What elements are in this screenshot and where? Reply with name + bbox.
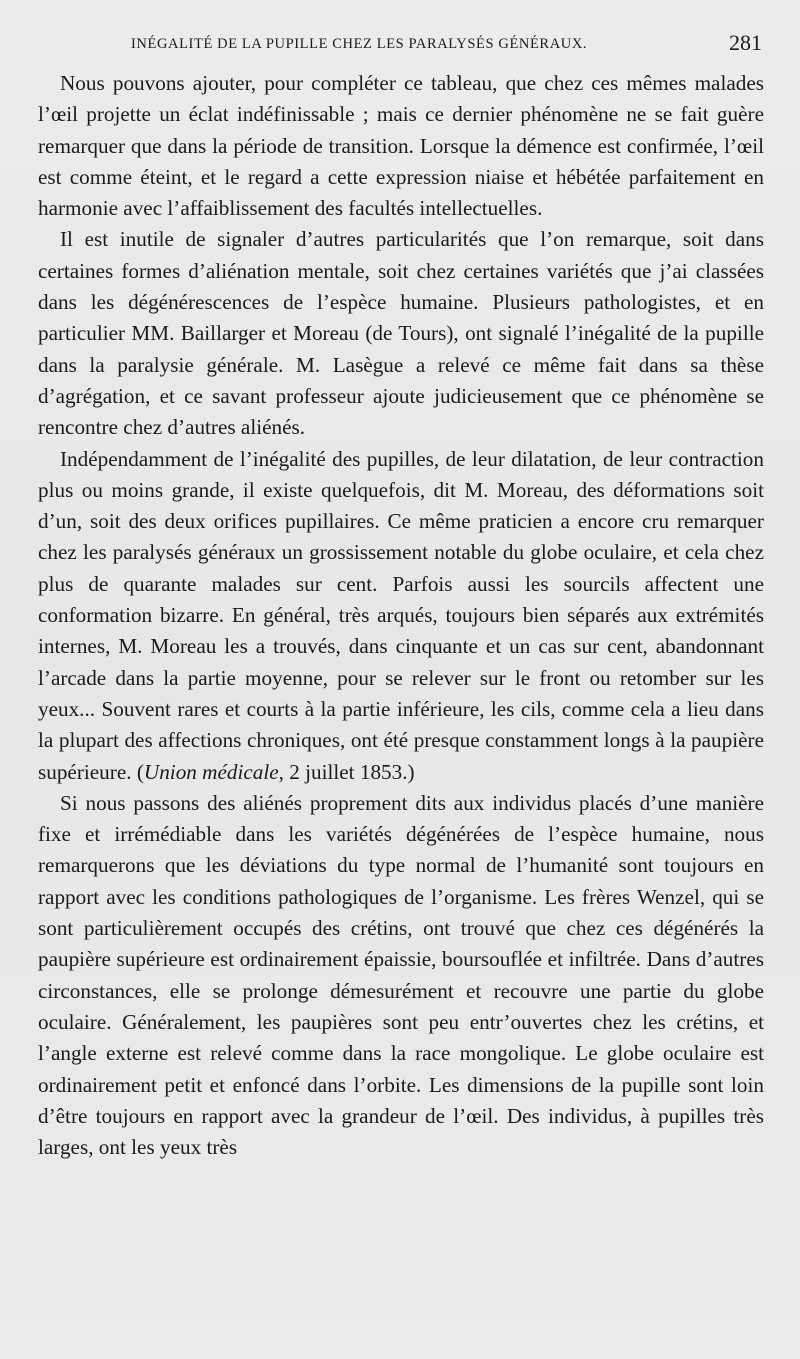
page-number: 281 [729,30,762,55]
paragraph-1 [38,68,764,224]
running-head [38,30,764,60]
citation [137,760,415,784]
paragraph-2-text: Il est inutile de signaler d’autres particularités que l’on remarque, soit dans certaines formes d’aliénation mentale, soit chez certaines variétés que j’ai classées dans les dégénérescences de l’espèce humaine. Plusieurs pathologistes, et en particulier MM. Baillarger et Moreau (de Tours), ont signalé l’inégalité de la pupille dans la paralysie générale. M. Lasègue a relevé ce même fait dans sa thèse d’agrégation, et ce savant professeur ajoute judicieusement que ce phénomène se rencontre chez d’autres aliénés. [38,227,764,440]
citation-open: ( [136,759,144,784]
paragraph-4 [38,788,764,1164]
citation-date: , 2 juillet 1853.) [278,759,415,784]
paragraph-2 [38,224,764,443]
body-text [38,68,764,1163]
citation-journal: Union médicale [143,759,279,784]
paragraph-1-text: Nous pouvons ajouter, pour compléter ce tableau, que chez ces mêmes malades l’œil projette un éclat indéfinissable ; mais ce dernier phénomène ne se fait guère remarquer que dans la période de transition. Lorsque la démence est confirmée, l’œil est comme éteint, et le regard a cette expression niaise et hébétée parfaitement en harmonie avec l’affaiblissement des facultés intellectuelles. [38,71,764,221]
paragraph-3 [38,444,764,788]
running-title: INÉGALITÉ DE LA PUPILLE CHEZ LES PARALYSÉS GÉNÉRAUX. [131,36,588,52]
paragraph-3-text: Indépendamment de l’inégalité des pupilles, de leur dilatation, de leur contraction plus ou moins grande, il existe quelquefois, dit M. Moreau, des déformations soit d’un, soit des deux orifices pupillaires. Ce même praticien a encore cru remarquer chez les paralysés généraux un grossissement notable du globe oculaire, et cela chez plus de quarante malades sur cent. Parfois aussi les sourcils affectent une conformation bizarre. En général, très arqués, toujours bien séparés aux extrémités internes, M. Moreau les a trouvés, dans cinquante et un cas sur cent, abandonnant l’arcade dans la partie moyenne, pour se relever sur le front ou retomber sur les yeux... Souvent rares et courts à la partie inférieure, les cils, comme cela a lieu dans la plupart des affections chroniques, ont été presque constamment longs à la paupière supérieure. [38,446,764,784]
paragraph-4-text: Si nous passons des aliénés proprement dits aux individus placés d’une manière fixe et irrémédiable dans les variétés dégénérées de l’espèce humaine, nous remarquerons que les déviations du type normal de l’humanité sont toujours en rapport avec les conditions pathologiques de l’organisme. Les frères Wenzel, qui se sont particulièrement occupés des crétins, ont trouvé que chez ces dégénérés la paupière supérieure est ordinairement épaissie, boursouflée et infiltrée. Dans d’autres circonstances, elle se prolonge démesurément et recouvre une partie du globe oculaire. Généralement, les paupières sont peu entr’ouvertes chez les crétins, et l’angle externe est relevé comme dans la race mongolique. Le globe oculaire est ordinairement petit et enfoncé dans l’orbite. Les dimensions de la pupille sont loin d’être toujours en rapport avec la grandeur de l’œil. Des individus, à pupilles très larges, ont les yeux très [38,790,764,1160]
